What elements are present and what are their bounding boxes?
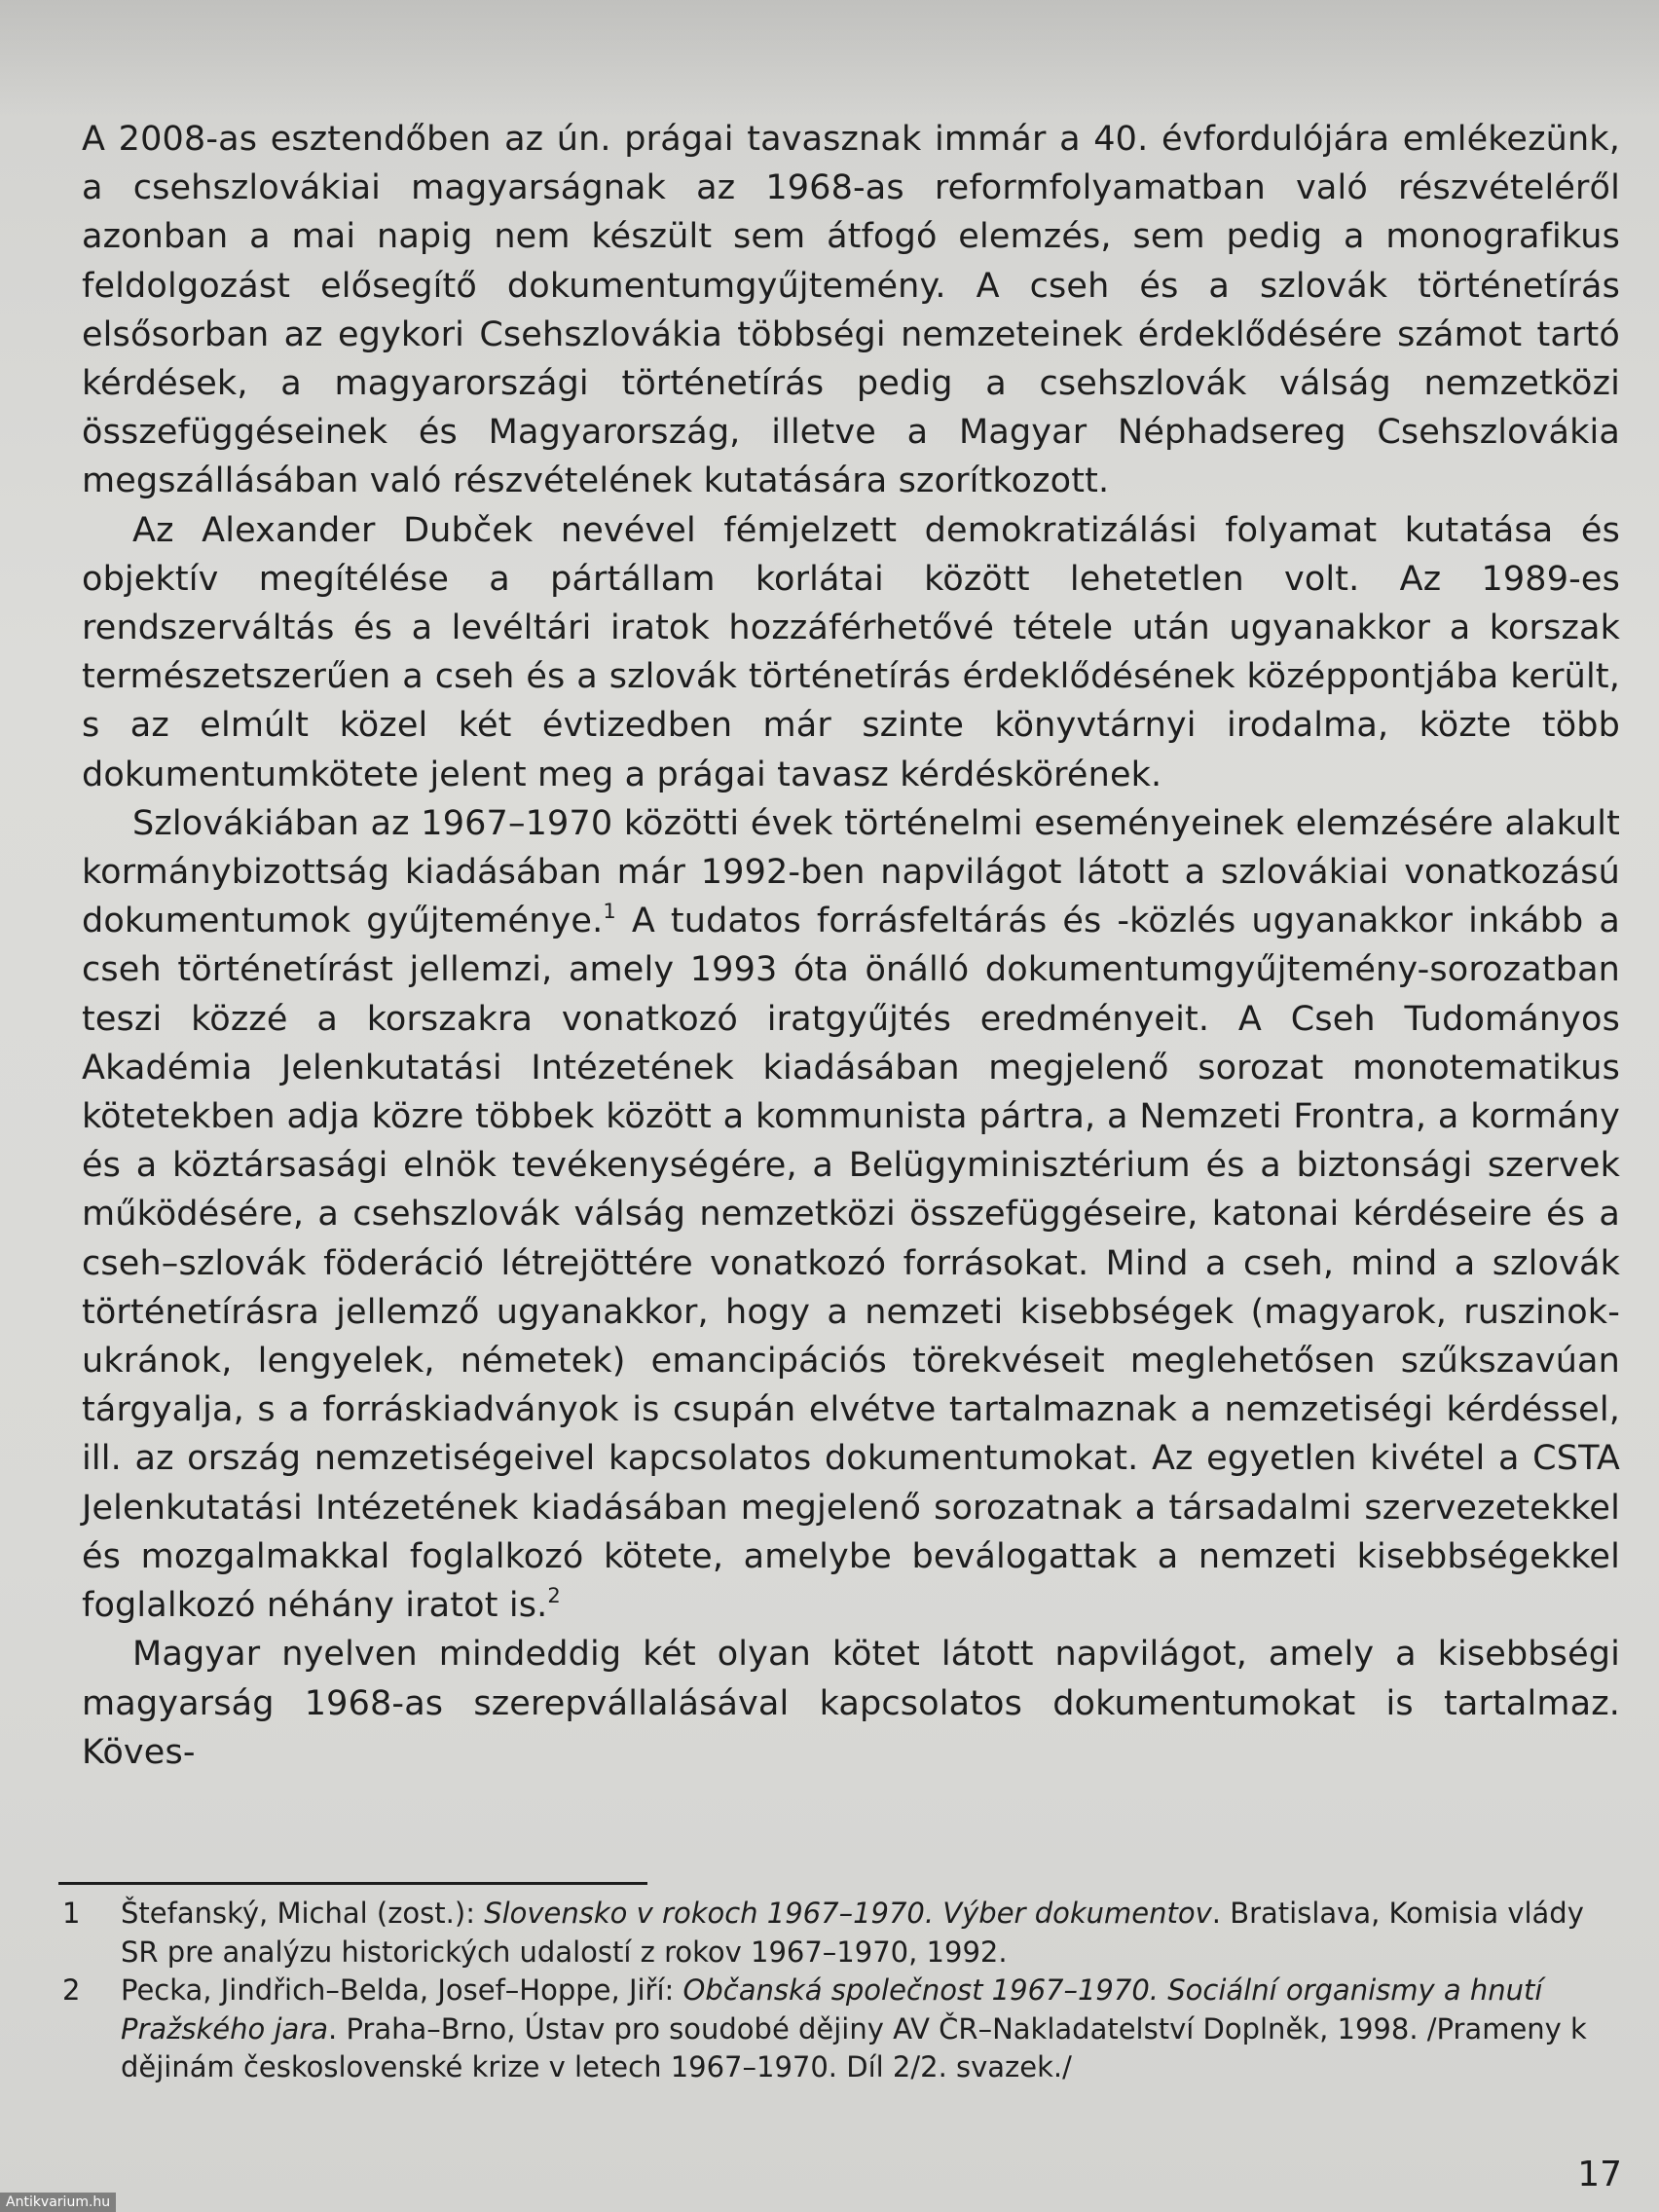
paragraph-1: A 2008-as esztendőben az ún. prágai tavasznak immár a 40. évfordulójára emlékezünk, a csehszlovákiai magyarságnak az 1968-as reformfolyamatban való részvételéről azonban a mai napig nem készült sem átfogó elemzés, sem pedig a monografikus feldolgozást elősegítő dokumentumgyűjtemény. A cseh és a szlovák történetírás elsősorban az egykori Csehszlovákia többségi nemzeteinek érdeklődésére számot tartó kérdések, a magyarországi történetírás pedig a csehszlovák válság nemzetközi összefüggéseinek és Magyarország, illetve a Magyar Néphadsereg Csehszlovákia megszállásában való részvételének kutatására szorítkozott. [82,120,1620,501]
footnote-number: 2 [62,1973,81,2007]
paragraph-3 [82,799,1620,1630]
paragraph-4: Magyar nyelven mindeddig két olyan kötet látott napvilágot, amely a kisebbségi magyarság 1968-as szerepvállalásával kapcsolatos dokumentumokat is tartalmaz. Köves- [82,1635,1620,1772]
footnote-text [121,1973,1587,2083]
footnote-rest: . Bratislava, Komisia vlády SR pre analýzu historických udalostí z rokov 1967–1970, 1992. [121,1897,1584,1969]
previous-page-bleed-through [0,0,1659,117]
footnote-1 [62,1895,1626,1972]
page-number: 17 [1577,2155,1622,2194]
footnotes [62,1895,1626,2087]
footnote-2 [62,1972,1626,2087]
footnote-author: Pecka, Jindřich–Belda, Josef–Hoppe, Jiří: [121,1973,683,2007]
footnote-separator [58,1882,647,1885]
watermark: Antikvarium.hu [0,2193,116,2212]
footnote-rest: . Praha–Brno, Ústav pro soudobé dějiny AV ČR–Nakladatelství Doplněk, 1998. /Prameny k dějinám československé krize v letech 1967–1970. Díl 2/2. svazek./ [121,2011,1587,2083]
footnote-author: Štefanský, Michal (zost.): [121,1897,485,1930]
footnote-title: Občanská společnost 1967–1970. Sociální organismy a hnutí Pražského jara [121,1973,1543,2046]
footnote-title: Slovensko v rokoch 1967–1970. Výber dokumentov [484,1897,1212,1930]
paragraph-2: Az Alexander Dubček nevével fémjelzett demokratizálási folyamat kutatása és objektív megítélése a pártállam korlátai között lehetetlen volt. Az 1989-es rendszerváltás és a levéltári iratok hozzáférhetővé tétele után ugyanakkor a korszak természetszerűen a cseh és a szlovák történetírás érdeklődésének középpontjába került, s az elmúlt közel két évtizedben már szinte könyvtárnyi irodalma, közte több dokumentumkötete jelent meg a prágai tavasz kérdéskörének. [82,510,1620,794]
main-body-text [82,115,1620,1777]
footnote-ref-2: 2 [547,1584,561,1608]
footnote-ref-1: 1 [603,900,616,924]
footnote-number: 1 [62,1897,81,1930]
paragraph-3-part-a: Szlovákiában az 1967–1970 közötti évek történelmi eseményeinek elemzésére alakult kormánybizottság kiadásában már 1992-ben napvilágot látott a szlovákiai vonatkozású dokumentumok gyűjteménye. [82,803,1620,941]
footnote-text [121,1897,1584,1969]
paragraph-3-part-b: A tudatos forrásfeltárás és -közlés ugyanakkor inkább a cseh történetírást jellemzi, amely 1993 óta önálló dokumentumgyűjtemény-sorozatban teszi közzé a korszakra vonatkozó iratgyűjtés eredményeit. A Cseh Tudományos Akadémia Jelenkutatási Intézetének kiadásában megjelenő sorozat monotematikus kötetekben adja közre többek között a kommunista pártra, a Nemzeti Frontra, a kormány és a köztársasági elnök tevékenységére, a Belügyminisztérium és a biztonsági szervek működésére, a csehszlovák válság nemzetközi összefüggéseire, katonai kérdéseire és a cseh–szlovák föderáció létrejöttére vonatkozó forrásokat. Mind a cseh, mind a szlovák történetírásra jellemző ugyanakkor, hogy a nemzeti kisebbségek (magyarok, ruszinok-ukránok, lengyelek, németek) emancipációs törekvéseit meglehetősen szűkszavúan tárgyalja, s a forráskiadványok is csupán elvétve tartalmaznak a nemzetiségi kérdéssel, ill. az ország nemzetiségeivel kapcsolatos dokumentumokat. Az egyetlen kivétel a CSTA Jelenkutatási Intézetének kiadásában megjelenő sorozatnak a társadalmi szervezetekkel és mozgalmakkal foglalkozó kötete, amelybe beválogattak a nemzeti kisebbségekkel foglalkozó néhány iratot is. [82,902,1620,1626]
